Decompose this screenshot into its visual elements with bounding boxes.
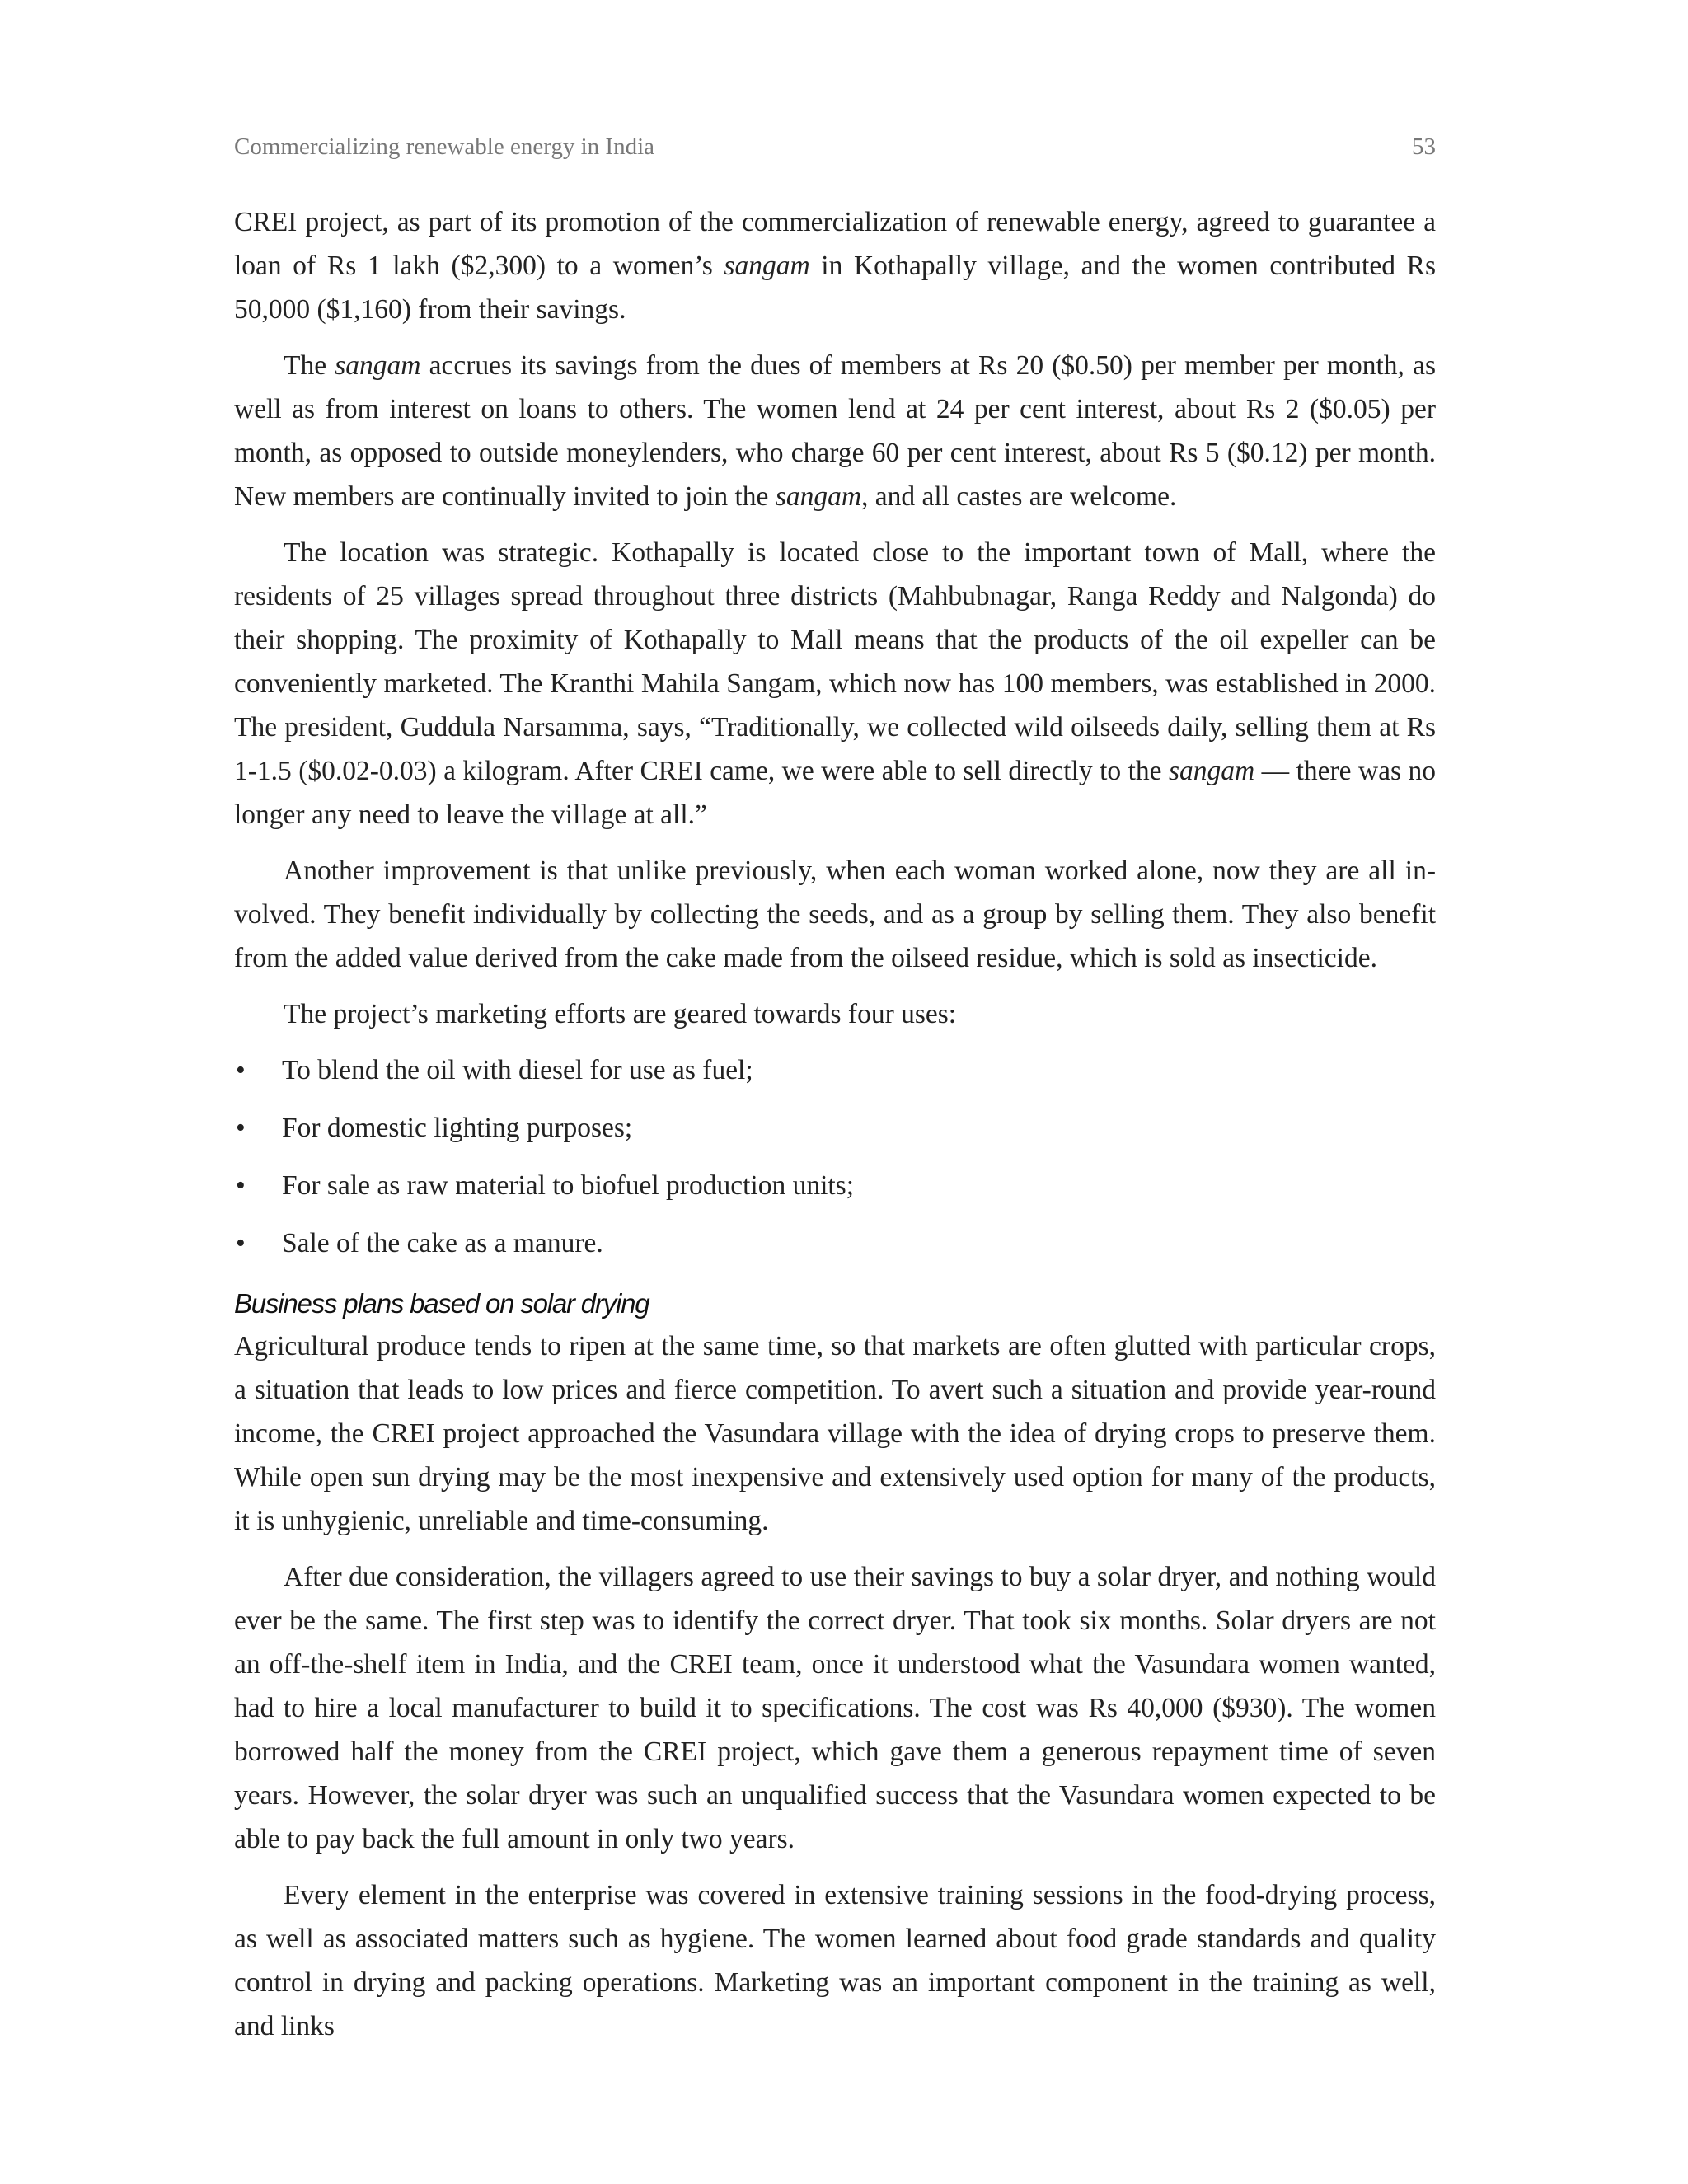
paragraph-5: The project’s marketing efforts are geared towards four uses:	[284, 999, 957, 1029]
paragraph-3	[234, 531, 1436, 837]
uses-bullet-list	[234, 1048, 1436, 1265]
paragraph-2	[234, 344, 1436, 518]
paragraph-3-text-a: The location was strategic. Kothapally is located close to the important town of Mall, where the residents of 25 villages spread throughout three districts (Mahbubnagar, Ranga Reddy and Nalgonda) do their shopping. The proximity of Kothapally to Mall means that the products of the oil expeller can be conveniently marketed. The Kranthi Mahila Sangam, which now has 100 members, was established in 2000. The president, Guddula Narsamma, says, “Traditionally, we collected wild oilseeds daily, selling them at Rs 1-1.5 ($0.02-0.03) a kilogram. After CREI came, we were able to sell directly to the	[234, 537, 1436, 786]
body-text	[234, 200, 1436, 2060]
paragraph-1	[234, 200, 1436, 331]
list-item	[234, 1106, 1436, 1150]
bullet-icon: •	[236, 1113, 246, 1143]
list-item-text: For domestic lighting purposes;	[282, 1113, 633, 1143]
list-item-text: Sale of the cake as a manure.	[282, 1228, 603, 1258]
bullet-icon: •	[236, 1055, 246, 1085]
list-item-text: For sale as raw material to biofuel production units;	[282, 1170, 855, 1201]
paragraph-2-italic-term-2: sangam	[775, 481, 862, 512]
bullet-icon: •	[236, 1170, 246, 1201]
page-number: 53	[1412, 134, 1436, 160]
list-item-text: To blend the oil with diesel for use as fuel;	[282, 1055, 753, 1085]
paragraph-2-text-a: The	[284, 350, 335, 381]
paragraph-1-text-a: CREI project, as part of its promotion of the commercialization of renewable energy, agreed to guarantee a loan of Rs 1 lakh ($2,300) to a women’s	[234, 207, 1436, 281]
paragraph-8: Every element in the enterprise was covered in extensive training sessions in the food-drying process, as well as associated matters such as hygiene. The women learned about food grade standards and quality control in drying and packing operations. Marketing was an important component in the training as well, and links	[234, 1880, 1436, 2041]
list-item	[234, 1221, 1436, 1265]
section-heading: Business plans based on solar drying	[234, 1288, 649, 1319]
paragraph-2-italic-term-1: sangam	[335, 350, 421, 381]
list-item	[234, 1048, 1436, 1092]
running-header-title: Commercializing renewable energy in India	[234, 134, 654, 160]
paragraph-2-text-e: , and all castes are welcome.	[861, 481, 1177, 512]
paragraph-4: Another improvement is that unlike previously, when each woman worked alone, now they are all involved. They benefit individually by collecting the seeds, and as a group by selling them. They also benefit from the added value derived from the cake made from the oilseed residue, which is sold as insecticide.	[234, 855, 1436, 973]
paragraph-3-text-c: — there was no longer any need to leave the village at all.”	[234, 756, 1436, 830]
paragraph-3-italic-term: sangam	[1168, 756, 1255, 786]
paragraph-1-text-c: in Kothapally village, and the women contributed Rs 50,000 ($1,160) from their savings.	[234, 251, 1436, 325]
paragraph-1-italic-term: sangam	[724, 251, 810, 281]
running-header	[234, 134, 1436, 166]
paragraph-6: Agricultural produce tends to ripen at the same time, so that markets are often glutted with particular crops, a situation that leads to low prices and fierce competition. To avert such a situation and provide year-round income, the CREI project approached the Vasundara village with the idea of drying crops to preserve them. While open sun drying may be the most inexpensive and extensively used option for many of the products, it is unhygienic, unreliable and time-consuming.	[234, 1331, 1436, 1536]
paragraph-7: After due consideration, the villagers agreed to use their savings to buy a solar dryer, and nothing would ever be the same. The first step was to identify the correct dryer. That took six months. Solar dryers are not an off-the-shelf item in India, and the CREI team, once it understood what the Vasundara women wanted, had to hire a local manufacturer to build it to specifications. The cost was Rs 40,000 ($930). The women borrowed half the money from the CREI project, which gave them a generous repayment time of seven years. However, the solar dryer was such an unqualified success that the Vasundara women expected to be able to pay back the full amount in only two years.	[234, 1562, 1436, 1854]
list-item	[234, 1164, 1436, 1207]
paragraph-2-text-c: accrues its savings from the dues of members at Rs 20 ($0.50) per member per month, as well as from interest on loans to others. The women lend at 24 per cent interest, about Rs 2 ($0.05) per month, as opposed to outside moneylenders, who charge 60 per cent interest, about Rs 5 ($0.12) per month. New members are continually invited to join the	[234, 350, 1436, 512]
bullet-icon: •	[236, 1228, 246, 1258]
